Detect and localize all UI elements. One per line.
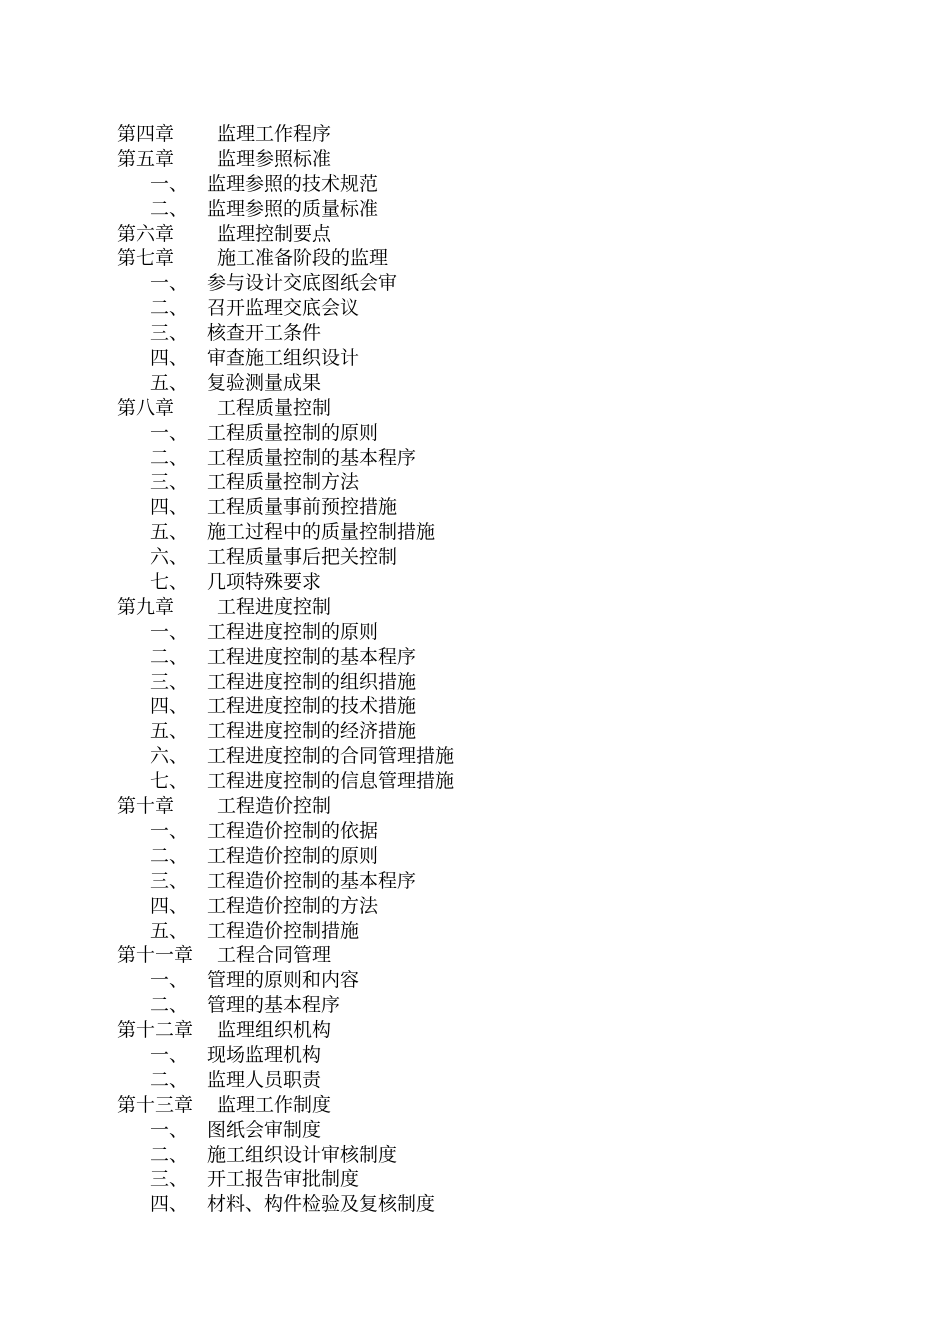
toc-section-entry [117, 470, 877, 495]
toc-section-entry [117, 968, 877, 993]
section-title: 工程造价控制的原则 [207, 844, 379, 867]
toc-chapter-entry [117, 1018, 877, 1043]
toc-chapter-entry [117, 794, 877, 819]
section-title: 工程进度控制的合同管理措施 [207, 745, 455, 768]
section-title: 工程进度控制的原则 [207, 620, 379, 643]
section-title: 复验测量成果 [207, 371, 322, 394]
section-number: 七、 [150, 571, 189, 594]
section-number: 一、 [150, 969, 189, 992]
section-number: 五、 [150, 720, 189, 743]
toc-section-entry [117, 296, 877, 321]
section-number: 一、 [150, 819, 189, 842]
section-number: 六、 [150, 546, 189, 569]
chapter-title: 监理工作制度 [217, 1093, 332, 1116]
section-title: 监理人员职责 [207, 1068, 322, 1091]
section-title: 召开监理交底会议 [207, 297, 360, 320]
toc-chapter-entry [117, 396, 877, 421]
toc-section-entry [117, 172, 877, 197]
section-number: 四、 [150, 496, 189, 519]
toc-section-entry [117, 670, 877, 695]
table-of-contents [117, 122, 877, 1217]
toc-section-entry [117, 620, 877, 645]
section-number: 一、 [150, 1118, 189, 1141]
section-title: 工程进度控制的技术措施 [207, 695, 417, 718]
toc-section-entry [117, 520, 877, 545]
section-number: 三、 [150, 471, 189, 494]
section-title: 工程造价控制的基本程序 [207, 869, 417, 892]
section-title: 工程进度控制的组织措施 [207, 670, 417, 693]
section-number: 五、 [150, 919, 189, 942]
toc-section-entry [117, 371, 877, 396]
chapter-title: 监理工作程序 [217, 123, 332, 145]
section-title: 开工报告审批制度 [207, 1168, 360, 1191]
section-number: 四、 [150, 894, 189, 917]
toc-chapter-entry [117, 595, 877, 620]
section-number: 二、 [150, 645, 189, 668]
chapter-number: 第十二章 [117, 1019, 194, 1042]
section-number: 二、 [150, 1068, 189, 1091]
section-number: 三、 [150, 670, 189, 693]
chapter-title: 工程质量控制 [217, 396, 332, 419]
section-number: 四、 [150, 1193, 189, 1216]
chapter-number: 第十三章 [117, 1093, 194, 1116]
toc-section-entry [117, 844, 877, 869]
toc-chapter-entry [117, 246, 877, 271]
toc-section-entry [117, 495, 877, 520]
section-title: 工程质量事后把关控制 [207, 546, 398, 569]
section-number: 一、 [150, 172, 189, 195]
section-title: 材料、构件检验及复核制度 [207, 1193, 436, 1216]
section-number: 一、 [150, 272, 189, 295]
section-title: 工程质量控制的原则 [207, 421, 379, 444]
section-number: 二、 [150, 297, 189, 320]
section-number: 一、 [150, 421, 189, 444]
toc-section-entry [117, 719, 877, 744]
toc-section-entry [117, 197, 877, 222]
section-number: 一、 [150, 1043, 189, 1066]
section-title: 工程进度控制的基本程序 [207, 645, 417, 668]
section-number: 六、 [150, 745, 189, 768]
chapter-number: 第十一章 [117, 944, 194, 967]
toc-section-entry [117, 446, 877, 471]
chapter-number: 第十章 [117, 795, 175, 818]
toc-section-entry [117, 1192, 877, 1217]
section-title: 图纸会审制度 [207, 1118, 322, 1141]
toc-section-entry [117, 1118, 877, 1143]
chapter-title: 监理控制要点 [217, 222, 332, 245]
toc-section-entry [117, 919, 877, 944]
chapter-number: 第九章 [117, 595, 175, 618]
section-title: 现场监理机构 [207, 1043, 322, 1066]
toc-section-entry [117, 271, 877, 296]
section-title: 管理的原则和内容 [207, 969, 360, 992]
toc-section-entry [117, 993, 877, 1018]
section-title: 管理的基本程序 [207, 994, 341, 1017]
section-number: 二、 [150, 1143, 189, 1166]
chapter-title: 工程造价控制 [217, 795, 332, 818]
section-number: 五、 [150, 371, 189, 394]
chapter-title: 工程合同管理 [217, 944, 332, 967]
toc-section-entry [117, 321, 877, 346]
toc-section-entry [117, 421, 877, 446]
section-title: 施工组织设计审核制度 [207, 1143, 398, 1166]
chapter-number: 第七章 [117, 247, 175, 270]
section-title: 审查施工组织设计 [207, 347, 360, 370]
toc-section-entry [117, 1167, 877, 1192]
toc-section-entry [117, 1043, 877, 1068]
section-number: 七、 [150, 770, 189, 793]
section-title: 工程质量事前预控措施 [207, 496, 398, 519]
toc-section-entry [117, 894, 877, 919]
section-title: 监理参照的技术规范 [207, 172, 379, 195]
section-number: 三、 [150, 322, 189, 345]
section-title: 监理参照的质量标准 [207, 197, 379, 220]
chapter-title: 监理组织机构 [217, 1019, 332, 1042]
toc-chapter-entry [117, 222, 877, 247]
section-number: 四、 [150, 347, 189, 370]
section-number: 三、 [150, 869, 189, 892]
section-number: 五、 [150, 521, 189, 544]
toc-section-entry [117, 346, 877, 371]
section-title: 工程质量控制的基本程序 [207, 446, 417, 469]
toc-section-entry [117, 570, 877, 595]
toc-section-entry [117, 744, 877, 769]
chapter-title: 工程进度控制 [217, 595, 332, 618]
section-title: 几项特殊要求 [207, 571, 322, 594]
section-number: 二、 [150, 197, 189, 220]
chapter-number: 第八章 [117, 396, 175, 419]
section-title: 工程造价控制措施 [207, 919, 360, 942]
toc-chapter-entry [117, 943, 877, 968]
chapter-title: 施工准备阶段的监理 [217, 247, 389, 270]
toc-chapter-entry [117, 147, 877, 172]
section-title: 参与设计交底图纸会审 [207, 272, 398, 295]
section-number: 四、 [150, 695, 189, 718]
toc-chapter-entry [117, 122, 877, 147]
toc-section-entry [117, 645, 877, 670]
toc-section-entry [117, 694, 877, 719]
section-title: 工程进度控制的信息管理措施 [207, 770, 455, 793]
toc-section-entry [117, 769, 877, 794]
toc-chapter-entry [117, 1093, 877, 1118]
chapter-title: 监理参照标准 [217, 147, 332, 170]
section-number: 一、 [150, 620, 189, 643]
toc-section-entry [117, 819, 877, 844]
toc-section-entry [117, 869, 877, 894]
chapter-number: 第五章 [117, 147, 175, 170]
chapter-number: 第四章 [117, 123, 175, 145]
toc-section-entry [117, 545, 877, 570]
toc-section-entry [117, 1068, 877, 1093]
chapter-number: 第六章 [117, 222, 175, 245]
section-title: 工程质量控制方法 [207, 471, 360, 494]
section-number: 二、 [150, 446, 189, 469]
section-number: 二、 [150, 844, 189, 867]
section-title: 核查开工条件 [207, 322, 322, 345]
toc-section-entry [117, 1143, 877, 1168]
section-number: 三、 [150, 1168, 189, 1191]
section-title: 工程造价控制的依据 [207, 819, 379, 842]
section-title: 工程进度控制的经济措施 [207, 720, 417, 743]
section-title: 施工过程中的质量控制措施 [207, 521, 436, 544]
section-title: 工程造价控制的方法 [207, 894, 379, 917]
section-number: 二、 [150, 994, 189, 1017]
